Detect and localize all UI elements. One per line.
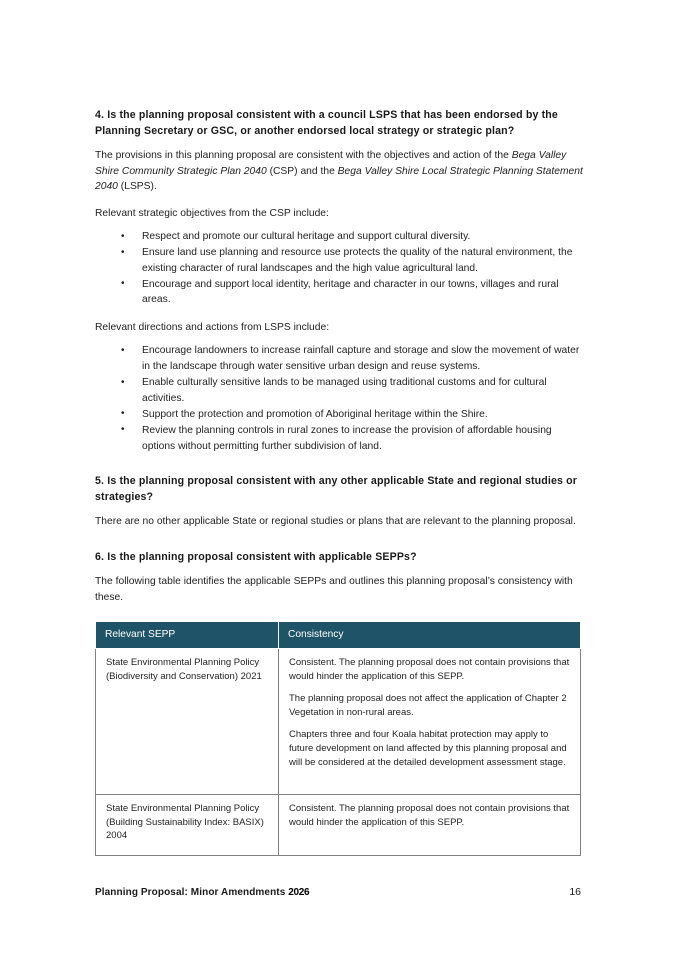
csp-objectives-list <box>95 229 585 308</box>
cell-sepp-name: State Environmental Planning Policy (Biodiversity and Conservation) 2021 <box>96 649 279 795</box>
cell-consistency <box>279 649 581 795</box>
column-header-consistency: Consistency <box>279 622 581 649</box>
list-item: • Encourage and support local identity, heritage and character in our towns, villages and rural areas. <box>95 277 585 308</box>
section-6-heading: 6. Is the planning proposal consistent with applicable SEPPs? <box>95 550 417 563</box>
column-header-relevant-sepp: Relevant SEPP <box>96 622 279 649</box>
section-5-heading: 5. Is the planning proposal consistent with any other applicable State and regional studies or strategies? <box>95 475 578 503</box>
csp-plan-title: Bega Valley Shire Community Strategic Plan 2040 <box>95 150 567 177</box>
csp-objectives-lead: Relevant strategic objectives from the CSP include: <box>95 207 329 219</box>
consistency-paragraph: Consistent. The planning proposal does not contain provisions that would hinder the application of this SEPP. <box>289 657 570 682</box>
consistency-paragraph: The planning proposal does not affect the application of Chapter 2 Vegetation in non-rural areas. <box>289 693 567 718</box>
list-item: • Review the planning controls in rural zones to increase the provision of affordable housing options without permitting further subdivision of land. <box>95 423 585 454</box>
lsps-plan-title: Bega Valley Shire Local Strategic Planning Statement 2040 <box>95 165 583 192</box>
footer-document-title <box>95 887 309 898</box>
cell-consistency <box>279 795 581 856</box>
list-item: • Encourage landowners to increase rainfall capture and storage and slow the movement of water in the landscape through water sensitive urban design and reuse systems. <box>95 343 585 374</box>
intro-prefix: The provisions in this planning proposal are consistent with the objectives and action of the <box>95 150 512 161</box>
section-4-heading: 4. Is the planning proposal consistent with a council LSPS that has been endorsed by the Planning Secretary or GSC, or another endorsed local strategy or strategic plan? <box>95 109 558 137</box>
table-row <box>96 795 581 856</box>
lsps-directions-list <box>95 343 585 454</box>
table-header-row <box>96 622 581 649</box>
footer-year: 2026 <box>288 887 310 898</box>
section-4-intro-paragraph <box>95 148 585 195</box>
sepp-consistency-table <box>95 621 581 856</box>
table-row <box>96 649 581 795</box>
intro-suffix: (LSPS). <box>117 181 157 192</box>
table-head <box>96 622 581 649</box>
lsps-directions-lead: Relevant directions and actions from LSPS include: <box>95 321 330 333</box>
section-5-body: There are no other applicable State or regional studies or plans that are relevant to the planning proposal. <box>95 516 576 528</box>
list-item: • Respect and promote our cultural heritage and support cultural diversity. <box>95 229 585 245</box>
intro-mid: (CSP) and the <box>266 165 338 177</box>
footer-page-number: 16 <box>569 886 581 898</box>
consistency-paragraph: Consistent. The planning proposal does not contain provisions that would hinder the application of this SEPP. <box>289 803 570 828</box>
list-item: • Enable culturally sensitive lands to be managed using traditional customs and for cultural activities. <box>95 375 585 406</box>
footer-title-text: Planning Proposal: Minor Amendments <box>95 887 289 898</box>
list-item: • Ensure land use planning and resource use protects the quality of the natural environment, the existing character of rural landscapes and the high value agricultural land. <box>95 245 585 276</box>
table-body <box>96 649 581 856</box>
list-item: • Support the protection and promotion of Aboriginal heritage within the Shire. <box>95 407 585 423</box>
section-6-body: The following table identifies the applicable SEPPs and outlines this planning proposal’s consistency with these. <box>95 576 573 603</box>
consistency-paragraph: Chapters three and four Koala habitat protection may apply to future development on land affected by this planning proposal and will be considered at the detailed development assessment stage. <box>289 729 567 768</box>
cell-sepp-name: State Environmental Planning Policy (Building Sustainability Index: BASIX) 2004 <box>96 795 279 856</box>
page-content <box>95 108 585 616</box>
page-footer <box>95 886 581 898</box>
